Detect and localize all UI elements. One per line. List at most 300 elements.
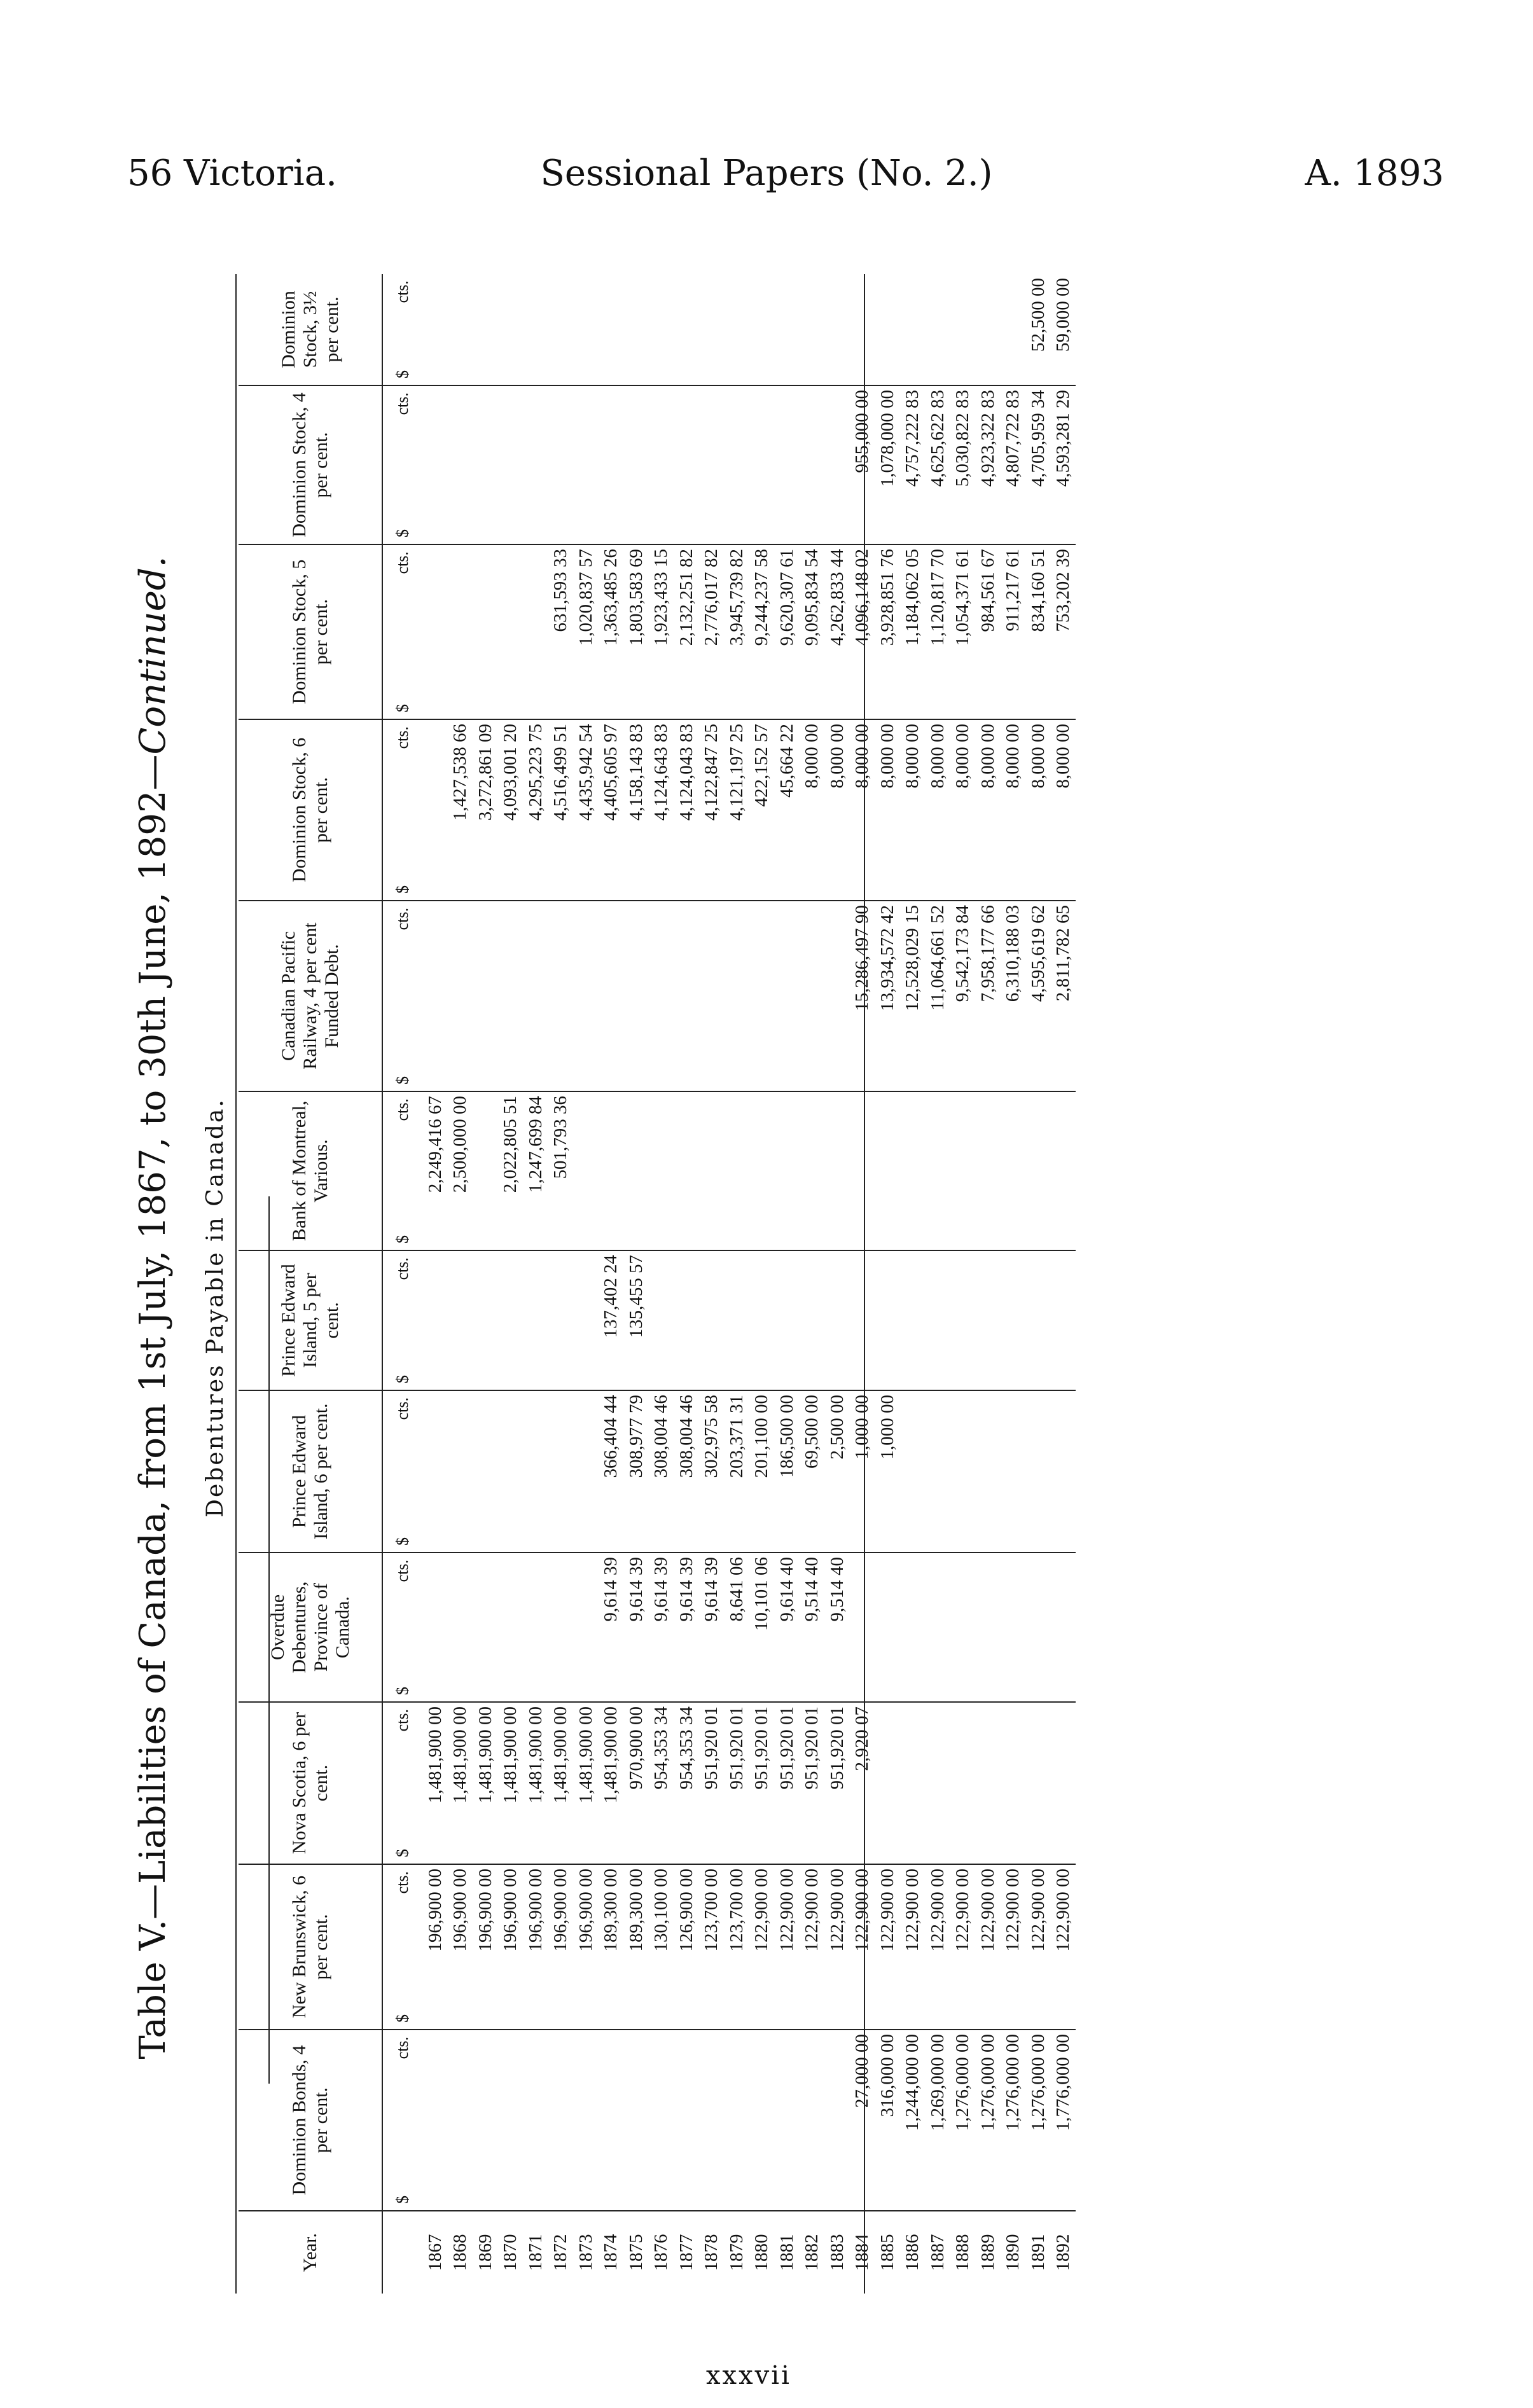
amount-cell: 122,900 00 bbox=[950, 1864, 976, 2030]
amount-cell bbox=[724, 274, 749, 385]
units-cell bbox=[382, 385, 422, 544]
cents-unit: cts. bbox=[393, 1560, 412, 1582]
amount-cell bbox=[623, 274, 649, 385]
table-row bbox=[573, 274, 599, 2294]
amount-cell bbox=[422, 1250, 448, 1390]
amount-cell bbox=[498, 901, 524, 1091]
amount-cell bbox=[498, 274, 524, 385]
liabilities-table bbox=[239, 274, 1076, 2294]
amount-cell bbox=[1001, 1702, 1026, 1864]
year-cell: 1867 bbox=[424, 2234, 445, 2271]
column-header: Dominion Stock, 3½ per cent. bbox=[239, 274, 382, 385]
amount-cell bbox=[498, 2030, 524, 2211]
amount-cell bbox=[473, 385, 498, 544]
amount-cell bbox=[448, 1250, 473, 1390]
amount-cell bbox=[800, 901, 825, 1091]
amount-cell bbox=[422, 1390, 448, 1553]
table-top-rule bbox=[235, 274, 237, 2294]
year-cell: 1882 bbox=[801, 2234, 822, 2271]
table-row bbox=[623, 274, 649, 2294]
units-cell bbox=[382, 544, 422, 719]
amount-cell: 1,276,000 00 bbox=[950, 2030, 976, 2211]
amount-cell bbox=[724, 901, 749, 1091]
amount-cell: 951,920 01 bbox=[800, 1702, 825, 1864]
amount-cell bbox=[498, 1250, 524, 1390]
units-cell bbox=[382, 2030, 422, 2211]
amount-cell bbox=[548, 901, 574, 1091]
amount-cell bbox=[573, 1091, 599, 1250]
amount-cell: 4,121,197 25 bbox=[724, 719, 749, 901]
amount-cell: 8,000 00 bbox=[1001, 719, 1026, 901]
amount-cell bbox=[749, 1091, 775, 1250]
amount-cell bbox=[975, 1091, 1001, 1250]
amount-cell bbox=[573, 901, 599, 1091]
amount-cell: 4,158,143 83 bbox=[623, 719, 649, 901]
cents-unit: cts. bbox=[393, 551, 412, 574]
amount-cell bbox=[548, 2030, 574, 2211]
amount-cell bbox=[548, 1553, 574, 1702]
amount-cell: 135,455 57 bbox=[623, 1250, 649, 1390]
amount-cell bbox=[1001, 1553, 1026, 1702]
units-cell-empty bbox=[382, 2211, 422, 2294]
amount-cell bbox=[950, 1702, 976, 1864]
amount-cell: 1,276,000 00 bbox=[1001, 2030, 1026, 2211]
amount-cell bbox=[774, 1091, 800, 1250]
amount-cell: 9,614 39 bbox=[649, 1553, 674, 1702]
amount-cell: 951,920 01 bbox=[824, 1702, 850, 1864]
table-row bbox=[548, 274, 574, 2294]
amount-cell: 137,402 24 bbox=[599, 1250, 624, 1390]
amount-cell: 196,900 00 bbox=[498, 1864, 524, 2030]
page-number: xxxvii bbox=[706, 2361, 791, 2390]
amount-cell bbox=[1025, 1250, 1051, 1390]
amount-cell bbox=[800, 2030, 825, 2211]
amount-cell bbox=[498, 1553, 524, 1702]
amount-cell bbox=[975, 1553, 1001, 1702]
amount-cell bbox=[573, 274, 599, 385]
amount-cell bbox=[1051, 1390, 1076, 1553]
amount-cell: 4,923,322 83 bbox=[975, 385, 1001, 544]
amount-cell: 8,641 06 bbox=[724, 1553, 749, 1702]
table-row bbox=[674, 274, 699, 2294]
dollar-unit: $ bbox=[393, 2196, 412, 2204]
amount-cell bbox=[1051, 1091, 1076, 1250]
amount-cell: 366,404 44 bbox=[599, 1390, 624, 1553]
amount-cell bbox=[473, 544, 498, 719]
amount-cell bbox=[900, 1091, 926, 1250]
year-cell: 1889 bbox=[977, 2234, 998, 2271]
amount-cell bbox=[824, 2030, 850, 2211]
amount-cell: 2,811,782 65 bbox=[1051, 901, 1076, 1091]
amount-cell: 1,481,900 00 bbox=[498, 1702, 524, 1864]
amount-cell bbox=[448, 2030, 473, 2211]
cents-unit: cts. bbox=[393, 2037, 412, 2059]
amount-cell bbox=[875, 274, 900, 385]
amount-cell: 631,593 33 bbox=[548, 544, 574, 719]
amount-cell bbox=[724, 1250, 749, 1390]
units-cell bbox=[382, 1250, 422, 1390]
amount-cell bbox=[900, 274, 926, 385]
amount-cell: 9,614 40 bbox=[774, 1553, 800, 1702]
table-body bbox=[382, 274, 1076, 2294]
amount-cell bbox=[925, 1250, 950, 1390]
amount-cell bbox=[448, 385, 473, 544]
amount-cell: 9,614 39 bbox=[623, 1553, 649, 1702]
table-row bbox=[749, 274, 775, 2294]
amount-cell bbox=[950, 1390, 976, 1553]
year-cell: 1873 bbox=[575, 2234, 596, 2271]
year-cell: 1879 bbox=[726, 2234, 747, 2271]
amount-cell: 9,614 39 bbox=[699, 1553, 725, 1702]
header-session: 56 Victoria. bbox=[127, 153, 337, 194]
amount-cell bbox=[573, 385, 599, 544]
amount-cell: 52,500 00 bbox=[1025, 274, 1051, 385]
table-row bbox=[900, 274, 926, 2294]
year-cell: 1886 bbox=[902, 2234, 923, 2271]
table-bottom-rule bbox=[864, 274, 865, 2294]
units-cell bbox=[382, 901, 422, 1091]
year-cell: 1871 bbox=[525, 2234, 546, 2271]
amount-cell: 951,920 01 bbox=[724, 1702, 749, 1864]
amount-cell bbox=[800, 274, 825, 385]
amount-cell bbox=[774, 2030, 800, 2211]
amount-cell: 189,300 00 bbox=[599, 1864, 624, 2030]
amount-cell bbox=[649, 901, 674, 1091]
column-header: Nova Scotia, 6 per cent. bbox=[239, 1702, 382, 1864]
amount-cell: 308,977 79 bbox=[623, 1390, 649, 1553]
units-cell bbox=[382, 719, 422, 901]
year-cell: 1878 bbox=[701, 2234, 722, 2271]
amount-cell: 9,095,834 54 bbox=[800, 544, 825, 719]
amount-cell: 10,101 06 bbox=[749, 1553, 775, 1702]
amount-cell bbox=[674, 1250, 699, 1390]
amount-cell: 9,620,307 61 bbox=[774, 544, 800, 719]
amount-cell: 1,481,900 00 bbox=[473, 1702, 498, 1864]
amount-cell bbox=[498, 544, 524, 719]
amount-cell bbox=[448, 1553, 473, 1702]
amount-cell: 69,500 00 bbox=[800, 1390, 825, 1553]
amount-cell: 126,900 00 bbox=[674, 1864, 699, 2030]
amount-cell bbox=[699, 901, 725, 1091]
amount-cell: 4,405,605 97 bbox=[599, 719, 624, 901]
amount-cell bbox=[623, 901, 649, 1091]
amount-cell bbox=[422, 385, 448, 544]
amount-cell bbox=[523, 385, 548, 544]
amount-cell: 122,900 00 bbox=[975, 1864, 1001, 2030]
amount-cell bbox=[950, 1553, 976, 1702]
amount-cell bbox=[498, 1390, 524, 1553]
year-cell: 1887 bbox=[927, 2234, 948, 2271]
amount-cell: 1,481,900 00 bbox=[548, 1702, 574, 1864]
amount-cell: 186,500 00 bbox=[774, 1390, 800, 1553]
amount-cell: 501,793 36 bbox=[548, 1091, 574, 1250]
amount-cell bbox=[649, 2030, 674, 2211]
header-year: A. 1893 bbox=[1305, 153, 1444, 194]
amount-cell bbox=[800, 1091, 825, 1250]
amount-cell: 196,900 00 bbox=[523, 1864, 548, 2030]
amount-cell bbox=[623, 385, 649, 544]
year-cell: 1883 bbox=[826, 2234, 847, 2271]
amount-cell: 753,202 39 bbox=[1051, 544, 1076, 719]
amount-cell: 15,286,497 90 bbox=[850, 901, 875, 1091]
amount-cell bbox=[749, 274, 775, 385]
amount-cell bbox=[824, 901, 850, 1091]
dollar-unit: $ bbox=[393, 885, 412, 894]
amount-cell bbox=[875, 1702, 900, 1864]
amount-cell: 8,000 00 bbox=[900, 719, 926, 901]
amount-cell: 9,614 39 bbox=[674, 1553, 699, 1702]
header-row bbox=[239, 274, 382, 2294]
column-header: New Brunswick, 6 per cent. bbox=[239, 1864, 382, 2030]
amount-cell bbox=[674, 901, 699, 1091]
amount-cell bbox=[473, 1091, 498, 1250]
amount-cell bbox=[950, 1250, 976, 1390]
amount-cell: 122,900 00 bbox=[1001, 1864, 1026, 2030]
amount-cell bbox=[573, 1553, 599, 1702]
amount-cell: 122,900 00 bbox=[925, 1864, 950, 2030]
year-cell: 1885 bbox=[877, 2234, 898, 2271]
amount-cell bbox=[422, 544, 448, 719]
amount-cell: 122,900 00 bbox=[774, 1864, 800, 2030]
amount-cell bbox=[548, 274, 574, 385]
year-cell: 1874 bbox=[600, 2234, 621, 2271]
amount-cell: 316,000 00 bbox=[875, 2030, 900, 2211]
amount-cell: 130,100 00 bbox=[649, 1864, 674, 2030]
amount-cell bbox=[674, 2030, 699, 2211]
amount-cell: 4,295,223 75 bbox=[523, 719, 548, 901]
cents-unit: cts. bbox=[393, 908, 412, 931]
amount-cell: 1,481,900 00 bbox=[523, 1702, 548, 1864]
table-row bbox=[1025, 274, 1051, 2294]
amount-cell: 201,100 00 bbox=[749, 1390, 775, 1553]
amount-cell: 196,900 00 bbox=[573, 1864, 599, 2030]
amount-cell: 8,000 00 bbox=[800, 719, 825, 901]
amount-cell bbox=[900, 1390, 926, 1553]
amount-cell bbox=[724, 385, 749, 544]
amount-cell bbox=[975, 1702, 1001, 1864]
amount-cell: 189,300 00 bbox=[623, 1864, 649, 2030]
amount-cell: 951,920 01 bbox=[774, 1702, 800, 1864]
amount-cell bbox=[573, 1250, 599, 1390]
amount-cell: 196,900 00 bbox=[448, 1864, 473, 2030]
cents-unit: cts. bbox=[393, 1397, 412, 1420]
year-cell: 1891 bbox=[1027, 2234, 1048, 2271]
amount-cell bbox=[900, 1553, 926, 1702]
amount-cell: 2,500,000 00 bbox=[448, 1091, 473, 1250]
units-cell bbox=[382, 274, 422, 385]
year-cell: 1875 bbox=[625, 2234, 646, 2271]
header-papers: Sessional Papers (No. 2.) bbox=[540, 153, 993, 194]
amount-cell bbox=[649, 385, 674, 544]
amount-cell bbox=[724, 1091, 749, 1250]
amount-cell: 4,807,722 83 bbox=[1001, 385, 1026, 544]
amount-cell bbox=[623, 1091, 649, 1250]
amount-cell bbox=[573, 2030, 599, 2211]
amount-cell bbox=[950, 274, 976, 385]
amount-cell: 4,593,281 29 bbox=[1051, 385, 1076, 544]
amount-cell: 7,958,177 66 bbox=[975, 901, 1001, 1091]
amount-cell: 954,353 34 bbox=[649, 1702, 674, 1864]
amount-cell bbox=[749, 2030, 775, 2211]
cents-unit: cts. bbox=[393, 1871, 412, 1894]
amount-cell: 1,427,538 66 bbox=[448, 719, 473, 901]
amount-cell bbox=[1051, 1702, 1076, 1864]
amount-cell: 8,000 00 bbox=[950, 719, 976, 901]
dollar-unit: $ bbox=[393, 1076, 412, 1084]
dollar-unit: $ bbox=[393, 1537, 412, 1546]
table-row bbox=[1051, 274, 1076, 2294]
amount-cell bbox=[599, 901, 624, 1091]
amount-cell bbox=[599, 274, 624, 385]
amount-cell bbox=[850, 1250, 875, 1390]
amount-cell bbox=[850, 1091, 875, 1250]
amount-cell bbox=[473, 1390, 498, 1553]
amount-cell bbox=[1025, 1553, 1051, 1702]
amount-cell: 422,152 57 bbox=[749, 719, 775, 901]
dollar-unit: $ bbox=[393, 2014, 412, 2023]
amount-cell: 4,516,499 51 bbox=[548, 719, 574, 901]
amount-cell: 4,124,043 83 bbox=[674, 719, 699, 901]
column-header: Dominion Stock, 5 per cent. bbox=[239, 544, 382, 719]
amount-cell bbox=[850, 1553, 875, 1702]
amount-cell: 27,000 00 bbox=[850, 2030, 875, 2211]
amount-cell bbox=[448, 544, 473, 719]
amount-cell bbox=[875, 1250, 900, 1390]
amount-cell bbox=[749, 1250, 775, 1390]
amount-cell bbox=[523, 1250, 548, 1390]
year-cell: 1870 bbox=[500, 2234, 521, 2271]
amount-cell bbox=[523, 544, 548, 719]
amount-cell bbox=[824, 385, 850, 544]
table-title-continued: Continued. bbox=[132, 556, 174, 755]
amount-cell bbox=[674, 274, 699, 385]
amount-cell bbox=[800, 1250, 825, 1390]
amount-cell bbox=[649, 274, 674, 385]
amount-cell: 9,614 39 bbox=[599, 1553, 624, 1702]
amount-cell: 122,900 00 bbox=[875, 1864, 900, 2030]
amount-cell bbox=[850, 274, 875, 385]
year-cell: 1869 bbox=[475, 2234, 496, 2271]
amount-cell bbox=[774, 901, 800, 1091]
amount-cell bbox=[599, 2030, 624, 2211]
table-title-main: Table V.—Liabilities of Canada, from 1st July, 1867, to 30th June, 1892— bbox=[132, 754, 174, 2059]
dollar-unit: $ bbox=[393, 370, 412, 378]
amount-cell bbox=[925, 274, 950, 385]
amount-cell: 1,923,433 15 bbox=[649, 544, 674, 719]
amount-cell bbox=[422, 2030, 448, 2211]
amount-cell: 1,276,000 00 bbox=[975, 2030, 1001, 2211]
amount-cell bbox=[774, 274, 800, 385]
amount-cell bbox=[774, 1250, 800, 1390]
year-cell: 1890 bbox=[1002, 2234, 1023, 2271]
amount-cell: 8,000 00 bbox=[925, 719, 950, 901]
table-row bbox=[724, 274, 749, 2294]
table-row bbox=[925, 274, 950, 2294]
cents-unit: cts. bbox=[393, 726, 412, 749]
amount-cell: 951,920 01 bbox=[699, 1702, 725, 1864]
amount-cell bbox=[448, 274, 473, 385]
amount-cell: 2,249,416 67 bbox=[422, 1091, 448, 1250]
amount-cell bbox=[548, 385, 574, 544]
amount-cell bbox=[724, 2030, 749, 2211]
column-header: Dominion Stock, 4 per cent. bbox=[239, 385, 382, 544]
amount-cell: 122,900 00 bbox=[1051, 1864, 1076, 2030]
dollar-unit: $ bbox=[393, 529, 412, 537]
amount-cell bbox=[975, 1250, 1001, 1390]
amount-cell bbox=[573, 1390, 599, 1553]
amount-cell: 911,217 61 bbox=[1001, 544, 1026, 719]
amount-cell: 1,247,699 84 bbox=[523, 1091, 548, 1250]
amount-cell: 1,020,837 57 bbox=[573, 544, 599, 719]
amount-cell: 970,900 00 bbox=[623, 1702, 649, 1864]
amount-cell: 2,920 07 bbox=[850, 1702, 875, 1864]
amount-cell: 4,435,942 54 bbox=[573, 719, 599, 901]
amount-cell bbox=[448, 901, 473, 1091]
year-cell: 1892 bbox=[1053, 2234, 1074, 2271]
amount-cell: 3,945,739 82 bbox=[724, 544, 749, 719]
amount-cell: 3,928,851 76 bbox=[875, 544, 900, 719]
amount-cell: 4,595,619 62 bbox=[1025, 901, 1051, 1091]
table-row bbox=[599, 274, 624, 2294]
amount-cell bbox=[422, 274, 448, 385]
amount-cell: 1,120,817 70 bbox=[925, 544, 950, 719]
amount-cell bbox=[448, 1390, 473, 1553]
amount-cell: 1,481,900 00 bbox=[422, 1702, 448, 1864]
amount-cell: 8,000 00 bbox=[1025, 719, 1051, 901]
units-cell bbox=[382, 1091, 422, 1250]
amount-cell bbox=[523, 1553, 548, 1702]
amount-cell: 2,500 00 bbox=[824, 1390, 850, 1553]
amount-cell: 122,900 00 bbox=[850, 1864, 875, 2030]
amount-cell bbox=[1001, 1091, 1026, 1250]
amount-cell bbox=[950, 1091, 976, 1250]
amount-cell: 123,700 00 bbox=[724, 1864, 749, 2030]
table-title bbox=[132, 271, 174, 2344]
amount-cell bbox=[422, 1553, 448, 1702]
amount-cell bbox=[875, 1553, 900, 1702]
units-cell bbox=[382, 1864, 422, 2030]
cents-unit: cts. bbox=[393, 280, 412, 303]
amount-cell: 954,353 34 bbox=[674, 1702, 699, 1864]
amount-cell bbox=[925, 1702, 950, 1864]
amount-cell: 4,625,622 83 bbox=[925, 385, 950, 544]
amount-cell bbox=[925, 1553, 950, 1702]
amount-cell bbox=[623, 2030, 649, 2211]
amount-cell bbox=[699, 2030, 725, 2211]
units-cell bbox=[382, 1390, 422, 1553]
amount-cell: 4,705,959 34 bbox=[1025, 385, 1051, 544]
amount-cell bbox=[422, 901, 448, 1091]
amount-cell: 1,776,000 00 bbox=[1051, 2030, 1076, 2211]
amount-cell: 122,900 00 bbox=[1025, 1864, 1051, 2030]
amount-cell: 6,310,188 03 bbox=[1001, 901, 1026, 1091]
amount-cell bbox=[699, 1250, 725, 1390]
table-row bbox=[774, 274, 800, 2294]
amount-cell bbox=[422, 719, 448, 901]
cents-unit: cts. bbox=[393, 392, 412, 415]
amount-cell: 1,363,485 26 bbox=[599, 544, 624, 719]
units-cell bbox=[382, 1702, 422, 1864]
amount-cell: 2,132,251 82 bbox=[674, 544, 699, 719]
amount-cell bbox=[900, 1702, 926, 1864]
amount-cell bbox=[1025, 1390, 1051, 1553]
year-cell: 1880 bbox=[751, 2234, 772, 2271]
amount-cell: 196,900 00 bbox=[473, 1864, 498, 2030]
amount-cell: 5,030,822 83 bbox=[950, 385, 976, 544]
amount-cell: 4,122,847 25 bbox=[699, 719, 725, 901]
amount-cell: 122,900 00 bbox=[749, 1864, 775, 2030]
amount-cell: 1,000 00 bbox=[850, 1390, 875, 1553]
